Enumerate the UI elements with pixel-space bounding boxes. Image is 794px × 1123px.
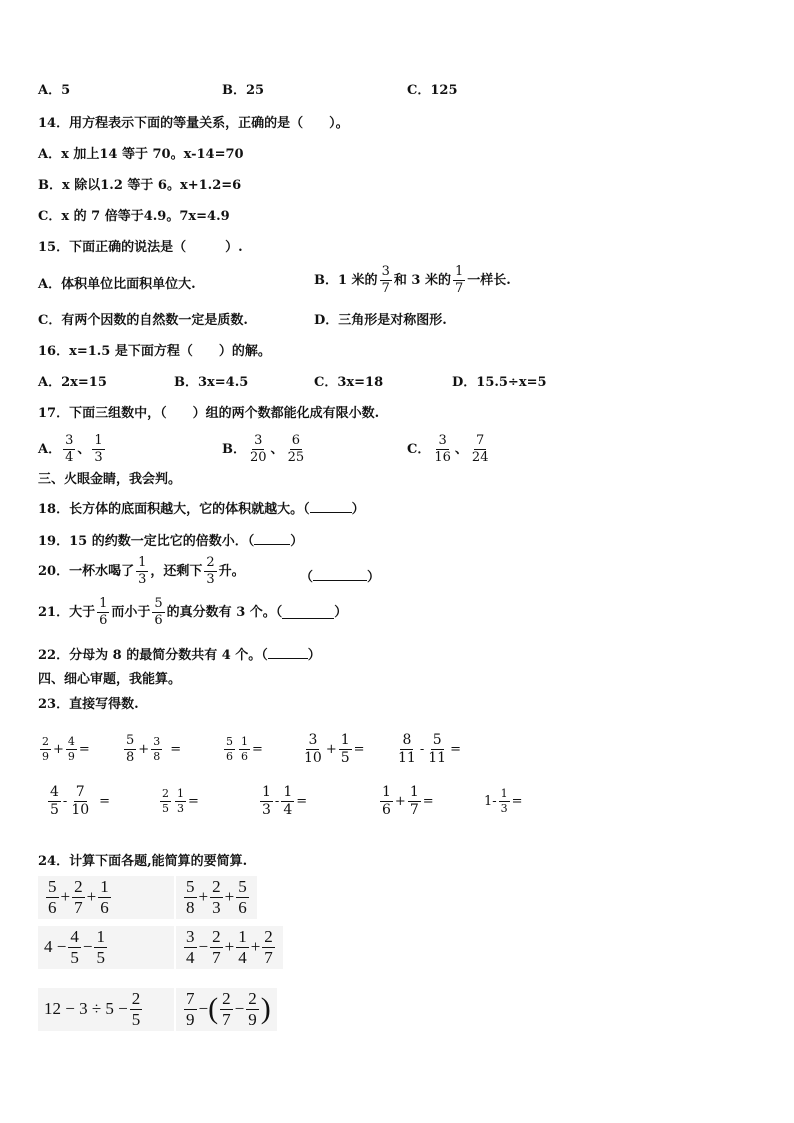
q24-expr-1[interactable]: $\frac{5}{6}$ + $\frac{2}{7}$ + $\frac{1}{6}$: [38, 876, 174, 919]
q14-option-b[interactable]: B．x 除以1.2 等于 6。x+1.2=6: [38, 178, 242, 193]
q20-answer-blank[interactable]: [313, 568, 367, 581]
q17-option-b[interactable]: [222, 434, 308, 464]
q23-item-6[interactable]: $\frac{4}{5}$ - $\frac{7}{10}$ =: [50, 784, 111, 818]
fraction-7-24: $\frac{7}{24}$: [471, 433, 489, 465]
q16-option-a[interactable]: A．2x=15: [38, 375, 107, 390]
q23-item-3[interactable]: $\frac{5}{6}$ $\frac{1}{6}$ =: [226, 735, 263, 763]
q23-item-2[interactable]: $\frac{5}{8}$ + $\frac{3}{8}$ =: [126, 733, 182, 765]
fraction-5-6: $\frac{5}{6}$: [154, 596, 163, 628]
q16-option-b[interactable]: B．3x=4.5: [174, 375, 249, 390]
q19: 19．15 的约数一定比它的倍数小．（ ）: [38, 534, 304, 549]
q23-row-2: [38, 785, 523, 817]
q21-mid: 而小于: [111, 604, 151, 620]
q13-option-b[interactable]: B．25: [222, 83, 265, 98]
q18-text: 18．长方体的底面积越大，它的体积就越大。（: [38, 502, 310, 517]
q15-option-d[interactable]: D．三角形是对称图形.: [314, 313, 447, 328]
fraction-3-16: $\frac{3}{16}$: [434, 433, 451, 465]
q14-option-a[interactable]: A．x 加上14 等于 70。x-14=70: [38, 147, 244, 162]
fraction-3-20: $\frac{3}{20}$: [250, 433, 267, 465]
fraction-3-7: $\frac{3}{7}$: [381, 264, 390, 296]
q17-a-label: A．: [38, 441, 62, 457]
q19-text: 19．15 的约数一定比它的倍数小．（: [38, 534, 255, 549]
q15-option-b[interactable]: [314, 265, 511, 295]
fraction-1-3: $\frac{1}{3}$: [94, 433, 103, 465]
q14-option-c[interactable]: C．x 的 7 倍等于4.9。7x=4.9: [38, 209, 230, 224]
q21-answer-blank[interactable]: [282, 606, 334, 619]
q24-expr-6[interactable]: $\frac{7}{9}$ − ( $\frac{2}{7}$ − $\frac{2}{9}$ ): [176, 988, 277, 1031]
q20-answer: （ ）: [300, 570, 381, 585]
q15-option-a[interactable]: A．体积单位比面积单位大.: [38, 277, 196, 292]
q22-answer-blank[interactable]: [268, 646, 308, 659]
fraction-1-7: $\frac{1}{7}$: [454, 264, 464, 296]
q21: 21．大于 $\frac{1}{6}$ 而小于 $\frac{5}{6}$ 的真分数有 3 个。（ ）: [38, 596, 348, 628]
q24-row-1: [38, 876, 257, 919]
q24-row-2: [38, 926, 283, 969]
separator: 、: [454, 441, 468, 457]
q22: 22．分母为 8 的最简分数共有 4 个。（ ）: [38, 648, 321, 663]
fraction-1-3: $\frac{1}{3}$: [138, 555, 147, 587]
q23-item-5[interactable]: $\frac{8}{11}$ - $\frac{5}{11}$ =: [398, 732, 461, 766]
fraction-3-4: $\frac{3}{4}$: [65, 433, 74, 465]
section-4-title: 四、细心审题，我能算。: [38, 672, 182, 687]
q23-stem: 23．直接写得数.: [38, 697, 139, 712]
q21-pre: 21．大于: [38, 604, 96, 620]
q23-item-7[interactable]: $\frac{2}{5}$ $\frac{1}{3}$ =: [162, 787, 199, 815]
fraction-1-6: $\frac{1}{6}$: [99, 596, 108, 628]
q24-row-3: [38, 988, 277, 1031]
q14-stem: 14．用方程表示下面的等量关系，正确的是（ ）。: [38, 116, 349, 131]
q15-option-c[interactable]: C．有两个因数的自然数一定是质数.: [38, 313, 248, 328]
q15-stem: 15．下面正确的说法是（ ）.: [38, 240, 243, 255]
q24-stem: 24．计算下面各题,能简算的要简算.: [38, 854, 248, 869]
separator: 、: [270, 441, 284, 457]
q19-answer-blank[interactable]: [254, 532, 290, 545]
q24-expr-4[interactable]: $\frac{3}{4}$ − $\frac{2}{7}$ + $\frac{1}{4}$ + $\frac{2}{7}$: [176, 926, 283, 969]
q18: 18．长方体的底面积越大，它的体积就越大。（ ）: [38, 502, 365, 517]
q17-stem: 17．下面三组数中，（ ）组的两个数都能化成有限小数.: [38, 406, 380, 421]
q21-post: 的真分数有 3 个。（: [166, 604, 283, 620]
fraction-2-3: $\frac{2}{3}$: [206, 555, 215, 587]
q17-c-label: C．: [407, 441, 431, 457]
q24-expr-2[interactable]: $\frac{5}{8}$ + $\frac{2}{3}$ + $\frac{5}{6}$: [176, 876, 257, 919]
q23-item-10[interactable]: 1- $\frac{1}{3}$ =: [484, 787, 523, 815]
q15-b-pre: B．1 米的: [314, 272, 378, 288]
q20-pre: 20．一杯水喝了: [38, 563, 135, 579]
q15-b-post: 一样长.: [467, 272, 511, 288]
separator: 、: [77, 441, 91, 457]
q17-option-c[interactable]: [407, 434, 492, 464]
q23-row-1: [38, 733, 461, 765]
q18-answer-blank[interactable]: [310, 500, 352, 513]
q22-text: 22．分母为 8 的最简分数共有 4 个。（: [38, 648, 268, 663]
q16-option-d[interactable]: D．15.5÷x=5: [452, 375, 547, 390]
q24-expr-5[interactable]: 12 − 3 ÷ 5 − $\frac{2}{5}$: [38, 988, 174, 1031]
q23-item-9[interactable]: $\frac{1}{6}$ + $\frac{1}{7}$ =: [382, 784, 434, 818]
q13-option-a[interactable]: A．5: [38, 83, 71, 98]
q20-post: 升。: [218, 563, 245, 579]
q16-stem: 16．x=1.5 是下面方程（ ）的解。: [38, 344, 271, 359]
section-3-title: 三、火眼金睛，我会判。: [38, 472, 182, 487]
q17-b-label: B．: [222, 441, 246, 457]
q23-item-1[interactable]: $\frac{2}{9}$ + $\frac{4}{9}$ =: [42, 735, 90, 763]
q20-mid: ，还剩下: [150, 563, 203, 579]
q24-expr-3[interactable]: 4 − $\frac{4}{5}$ − $\frac{1}{5}$: [38, 926, 174, 969]
fraction-6-25: $\frac{6}{25}$: [287, 433, 305, 465]
q17-option-a[interactable]: [38, 434, 107, 464]
q20: [38, 556, 245, 586]
q23-item-8[interactable]: $\frac{1}{3}$ - $\frac{1}{4}$ =: [262, 784, 308, 818]
q13-option-c[interactable]: C．125: [407, 83, 458, 98]
q15-b-mid: 和 3 米的: [393, 272, 451, 288]
q16-option-c[interactable]: C．3x=18: [314, 375, 384, 390]
q23-item-4[interactable]: $\frac{3}{10}$ + $\frac{1}{5}$ =: [304, 732, 365, 766]
